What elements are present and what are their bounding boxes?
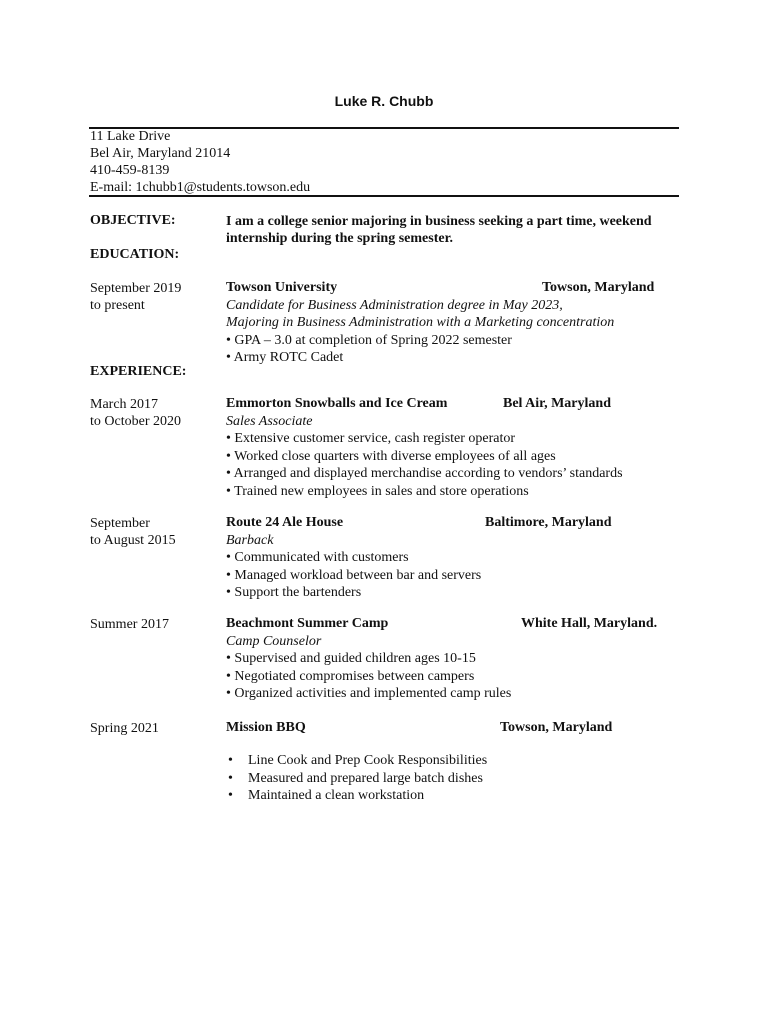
employer-location: Towson, Maryland [500, 720, 613, 735]
contact-block [90, 128, 310, 196]
job-title-row [226, 615, 658, 633]
job-dates [90, 720, 159, 737]
employer-name: Mission BBQ [226, 720, 306, 735]
school-name: Towson University [226, 280, 338, 295]
job-date-start: Summer 2017 [90, 617, 169, 632]
job-date-start: September [90, 516, 150, 531]
job-role: Barback [226, 532, 274, 548]
address-line-2: Bel Air, Maryland 21014 [90, 146, 231, 161]
job-dates [90, 515, 176, 549]
job-bullet: Line Cook and Prep Cook Responsibilities [248, 753, 488, 768]
education-heading: EDUCATION: [90, 247, 180, 262]
job-bullet: • Supervised and guided children ages 10-15 [226, 651, 476, 666]
job-dates [90, 396, 181, 430]
job-entry [226, 615, 658, 703]
job-bullet: • Managed workload between bar and servers [226, 567, 482, 583]
applicant-name: Luke R. Chubb [334, 93, 434, 109]
email-address[interactable]: E-mail: 1chubb1@students.towson.edu [90, 180, 311, 195]
job-title-row [226, 395, 623, 413]
employer-location: White Hall, Maryland. [521, 616, 658, 631]
education-detail: Majoring in Business Administration with a Marketing concentration [226, 315, 615, 330]
job-role: Sales Associate [226, 413, 313, 429]
objective-text: I am a college senior majoring in business seeking a part time, weekend internship during the spring semester. [226, 214, 652, 246]
job-date-end: to August 2015 [90, 533, 176, 548]
education-detail: Candidate for Business Administration degree in May 2023, [226, 297, 563, 313]
employer-location: Baltimore, Maryland [485, 515, 612, 530]
education-bullet: • GPA – 3.0 at completion of Spring 2022 semester [226, 332, 512, 348]
education-dates [90, 280, 181, 314]
school-location: Towson, Maryland [542, 280, 655, 295]
objective-heading: OBJECTIVE: [90, 213, 176, 228]
job-bullet: • Arranged and displayed merchandise according to vendors’ standards [226, 466, 623, 481]
job-bullet: Measured and prepared large batch dishes [248, 770, 483, 786]
education-title-row [226, 279, 655, 297]
employer-location: Bel Air, Maryland [503, 396, 611, 411]
bullet-icon: • [228, 788, 233, 803]
job-bullet: • Worked close quarters with diverse employees of all ages [226, 448, 556, 464]
employer-name: Emmorton Snowballs and Ice Cream [226, 396, 448, 411]
job-bullet: • Organized activities and implemented camp rules [226, 686, 512, 701]
experience-heading: EXPERIENCE: [90, 364, 187, 379]
job-entry [226, 514, 612, 602]
job-dates [90, 616, 169, 633]
employer-name: Beachmont Summer Camp [226, 616, 389, 631]
job-title-row [226, 514, 612, 532]
education-date-start: September 2019 [90, 281, 182, 296]
employer-name: Route 24 Ale House [226, 515, 344, 530]
job-bullet: Maintained a clean workstation [248, 788, 425, 803]
address-line-1: 11 Lake Drive [90, 129, 171, 144]
job-date-end: to October 2020 [90, 414, 181, 429]
job-date-start: Spring 2021 [90, 721, 159, 736]
job-bullet: • Trained new employees in sales and store operations [226, 483, 529, 499]
bullet-icon: • [228, 753, 233, 768]
education-entry [226, 279, 655, 367]
education-date-end: to present [90, 298, 145, 313]
job-bullet: • Extensive customer service, cash register operator [226, 431, 516, 446]
phone-number: 410-459-8139 [90, 163, 170, 178]
job-bullet: • Negotiated compromises between campers [226, 668, 475, 684]
bullet-icon: • [228, 770, 233, 786]
job-entry [226, 395, 623, 500]
job-bullet: • Communicated with customers [226, 550, 409, 565]
header-bottom-rule [89, 195, 679, 197]
job-role: Camp Counselor [226, 633, 322, 649]
job-date-start: March 2017 [90, 397, 159, 412]
education-bullet: • Army ROTC Cadet [226, 350, 344, 365]
job-bullet: • Support the bartenders [226, 585, 362, 600]
